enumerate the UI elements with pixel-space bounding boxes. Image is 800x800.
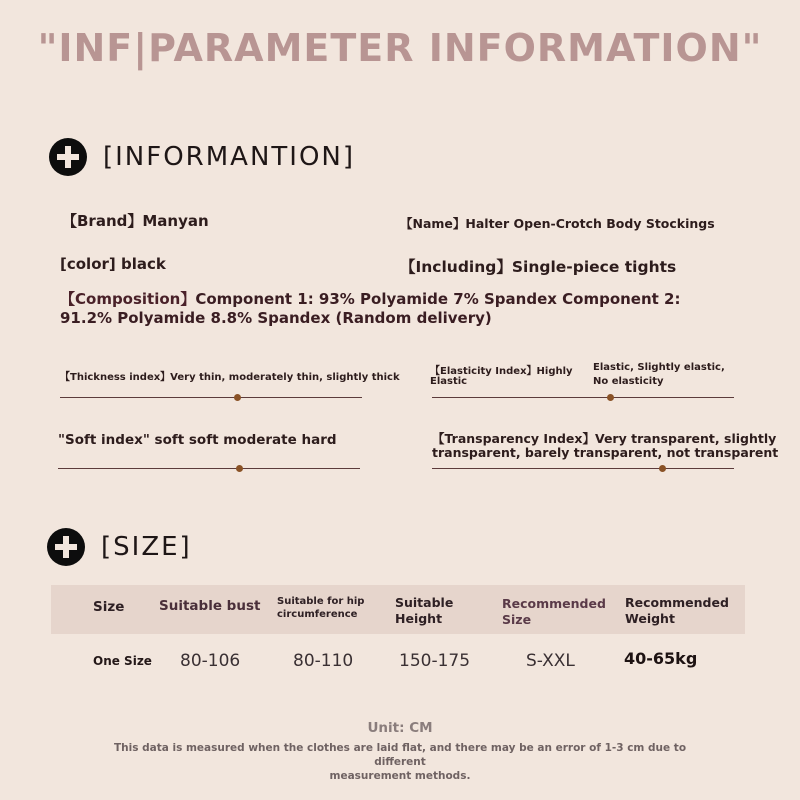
transparency-scale-marker <box>659 465 666 472</box>
color-field: [color] black <box>60 255 166 273</box>
elasticity-index-label-c: Elastic, Slightly elastic, <box>593 362 725 373</box>
header-size: Size <box>93 599 125 615</box>
measurement-note-line1: This data is measured when the clothes are laid flat, and there may be an error of 1-3 cm due to different <box>113 742 687 768</box>
transparency-index-label-a: 【Transparency Index】Very transparent, slightly <box>432 431 777 446</box>
including-field: 【Including】Single-piece tights <box>400 258 677 276</box>
information-title: [INFORMANTION] <box>103 142 356 172</box>
elasticity-index-label-b: Elastic <box>430 376 468 387</box>
header-height <box>395 595 453 627</box>
measurement-note <box>100 741 700 783</box>
size-table <box>51 585 745 694</box>
elasticity-index-label-a: 【Elasticity Index】Highly <box>430 366 573 377</box>
header-hip <box>277 595 364 621</box>
header-height-line2: Height <box>395 611 443 626</box>
plus-circle-icon <box>47 528 85 566</box>
transparency-index-label-b: transparent, barely transparent, not transparent <box>432 445 779 460</box>
header-recommended-weight-line2: Weight <box>625 611 675 626</box>
composition-field <box>60 290 720 328</box>
size-section-header <box>47 528 192 566</box>
cell-size: One Size <box>93 654 152 668</box>
elasticity-scale-line <box>432 397 734 398</box>
thickness-scale-line <box>60 397 362 398</box>
soft-index-label: "Soft index" soft soft moderate hard <box>58 432 337 448</box>
elasticity-index-label-d: No elasticity <box>593 376 664 387</box>
header-bust: Suitable bust <box>159 598 261 614</box>
transparency-scale-line <box>432 468 734 469</box>
header-recommended-size <box>502 596 606 628</box>
header-recommended-weight-line1: Recommended <box>625 595 729 610</box>
composition-text: Component 1: 93% Polyamide 7% Spandex Component 2: 91.2% Polyamide 8.8% Spandex (Random delivery) <box>60 290 681 327</box>
thickness-index-label: 【Thickness index】Very thin, moderately thin, slightly thick <box>60 372 400 383</box>
soft-scale-marker <box>236 465 243 472</box>
header-height-line1: Suitable <box>395 595 454 610</box>
plus-circle-icon <box>49 138 87 176</box>
page-title: "INF|PARAMETER INFORMATION" <box>37 26 763 70</box>
cell-height: 150-175 <box>399 651 471 671</box>
unit-label: Unit: CM <box>367 720 433 736</box>
elasticity-scale-marker <box>607 394 614 401</box>
thickness-scale-marker <box>234 394 241 401</box>
brand-field: 【Brand】Manyan <box>62 212 209 230</box>
composition-label: 【Composition】 <box>60 290 196 308</box>
header-recommended-size-line2: Size <box>502 612 532 627</box>
information-section-header <box>49 138 355 176</box>
header-hip-line1: Suitable for hip <box>277 596 365 607</box>
table-row <box>51 634 745 694</box>
measurement-note-line2: measurement methods. <box>329 770 471 782</box>
size-title: [SIZE] <box>101 532 192 562</box>
cell-hip: 80-110 <box>293 651 354 671</box>
cell-recommended-size: S-XXL <box>526 651 575 671</box>
cell-weight: 40-65kg <box>624 649 698 668</box>
size-table-header <box>51 585 745 634</box>
cell-bust: 80-106 <box>180 651 241 671</box>
header-hip-line2: circumference <box>277 609 358 620</box>
header-recommended-weight <box>625 595 729 627</box>
soft-scale-line <box>58 468 360 469</box>
name-field: 【Name】Halter Open-Crotch Body Stockings <box>400 216 715 231</box>
header-recommended-size-line1: Recommended <box>502 596 606 611</box>
